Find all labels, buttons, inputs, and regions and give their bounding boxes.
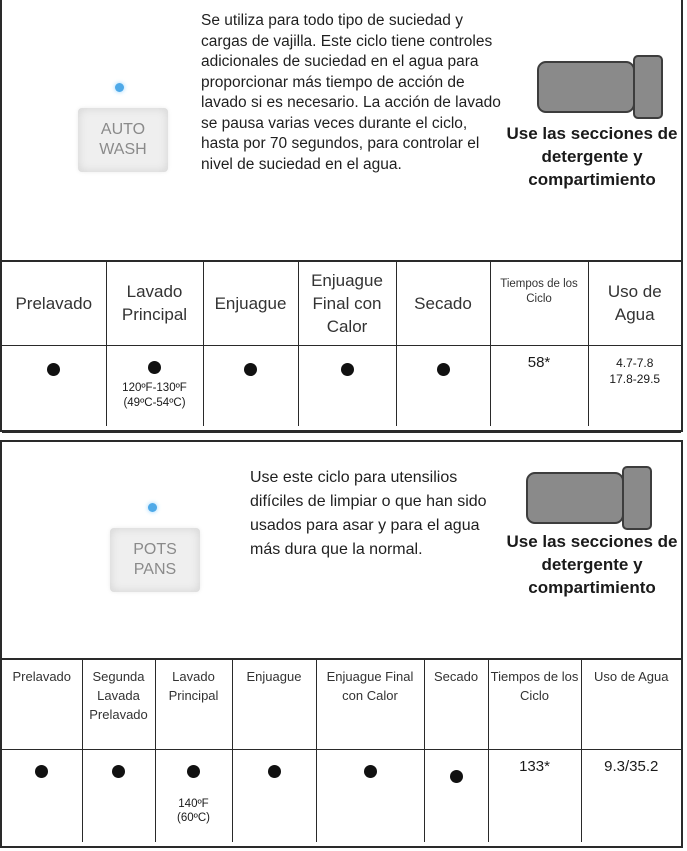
header-lavado-principal: Lavado Principal — [168, 669, 219, 703]
table-header-row — [2, 659, 681, 750]
header-prelavado: Prelavado — [12, 669, 72, 684]
header-secado: Secado — [433, 669, 479, 684]
header-uso-agua: Uso de Agua — [594, 669, 669, 684]
auto-wash-button-line-2: WASH — [99, 141, 147, 158]
header-enjuague: Enjuague — [246, 669, 302, 684]
main-wash-temp-c: (60ºC) — [177, 812, 210, 824]
table-header-row — [2, 261, 681, 346]
header-tiempos: Tiempos de los Ciclo — [500, 278, 578, 305]
cycle-time: 133* — [519, 758, 550, 775]
divider — [2, 430, 681, 433]
detergent-instruction: Use las secciones de detergente y compartimiento — [506, 532, 678, 597]
header-prelavado: Prelavado — [15, 293, 93, 313]
auto-wash-description: Se utiliza para todo tipo de suciedad y cargas de vajilla. Este ciclo tiene controles adicionales de suciedad en el agua para proporcionar más tiempo de acción de lavado si es necesario. La acción de lavado se pausa varias veces durante el ciclo, hasta por 70 segundos, para controlar el nivel de suciedad en el agua. — [201, 12, 501, 173]
included-dot-icon — [112, 765, 125, 778]
header-enjuague-final: Enjuague Final con Calor — [311, 270, 383, 336]
auto-wash-button[interactable] — [78, 108, 168, 172]
table-row — [2, 750, 681, 843]
main-wash-temp-f: 140ºF — [178, 798, 209, 810]
main-wash-temp-f: 120ºF-130ºF — [122, 382, 187, 394]
table-row — [2, 346, 681, 427]
indicator-light-icon — [148, 503, 157, 512]
included-dot-icon — [47, 363, 60, 376]
included-dot-icon — [148, 361, 161, 374]
included-dot-icon — [450, 770, 463, 783]
pots-pans-button[interactable] — [110, 528, 200, 592]
included-dot-icon — [437, 363, 450, 376]
header-uso-agua: Uso de Agua — [607, 282, 662, 324]
pots-pans-cycle-table — [2, 659, 681, 842]
header-enjuague-final: Enjuague Final con Calor — [326, 669, 414, 703]
pots-pans-description: Use este ciclo para utensilios difíciles de limpiar o que han sido usados para asar y para el agua más dura que la normal. — [250, 469, 487, 558]
header-tiempos: Tiempos de los Ciclo — [490, 669, 579, 703]
header-secado: Secado — [414, 293, 472, 313]
included-dot-icon — [268, 765, 281, 778]
water-use: 9.3/35.2 — [604, 758, 659, 775]
pots-pans-panel — [0, 440, 683, 848]
included-dot-icon — [341, 363, 354, 376]
header-enjuague: Enjuague — [214, 293, 287, 313]
cycle-time: 58* — [527, 354, 551, 371]
pots-pans-button-line-2: PANS — [133, 561, 177, 578]
header-lavado-principal: Lavado Principal — [121, 282, 188, 324]
auto-wash-cycle-table — [2, 261, 681, 426]
detergent-instruction: Use las secciones de detergente y compartimiento — [506, 124, 678, 189]
pots-pans-button-line-1: POTS — [133, 541, 177, 558]
main-wash-temp-c: (49ºC-54ºC) — [123, 397, 186, 409]
included-dot-icon — [35, 765, 48, 778]
included-dot-icon — [187, 765, 200, 778]
included-dot-icon — [364, 765, 377, 778]
water-use-gal: 4.7-7.8 — [616, 356, 654, 370]
auto-wash-button-line-1: AUTO — [100, 121, 146, 138]
header-segunda-lavada: Segunda Lavada Prelavado — [89, 669, 148, 722]
water-use-l: 17.8-29.5 — [609, 372, 661, 386]
included-dot-icon — [244, 363, 257, 376]
indicator-light-icon — [115, 83, 124, 92]
